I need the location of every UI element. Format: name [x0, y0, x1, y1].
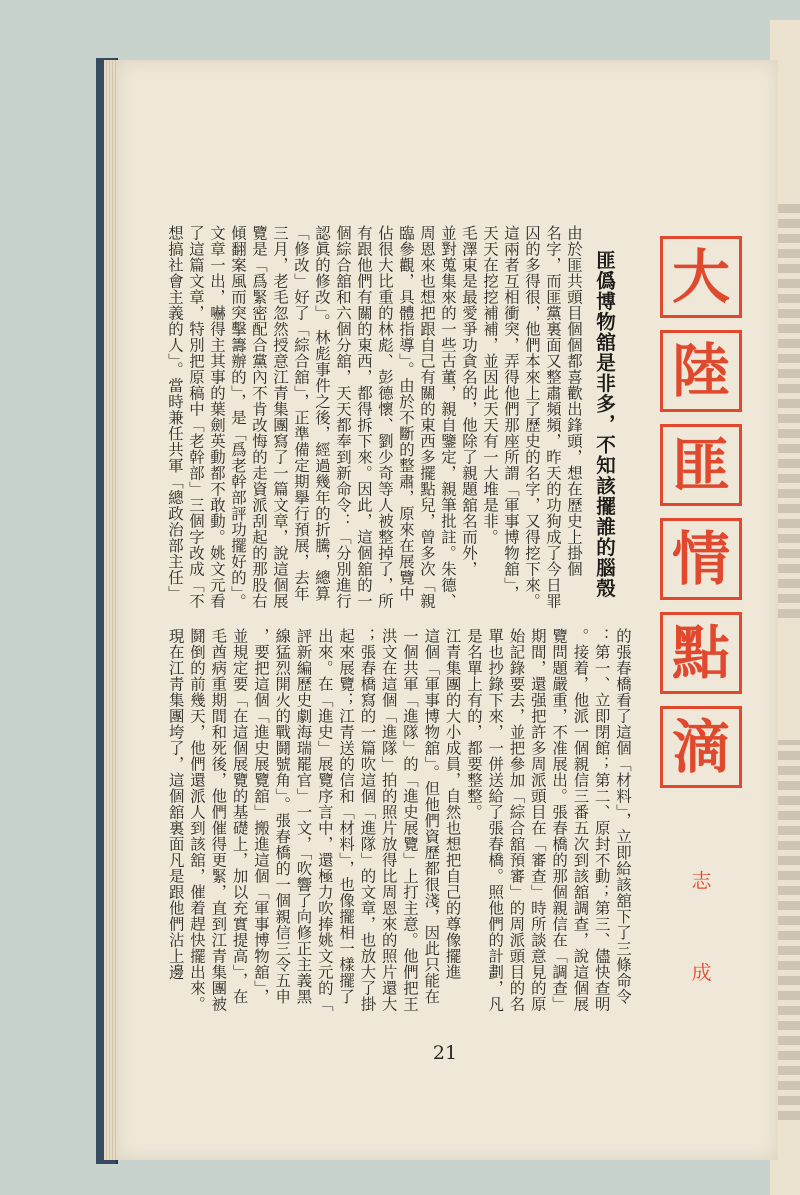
text-column: 三月，老毛忽然授意江青集團寫了一篇文章，說這個展: [271, 225, 289, 609]
text-column: 一個共軍「進隊」的「進史展覽」上打主意。他們把王: [401, 628, 419, 1012]
text-column: 期間，還强把許多周派頭目在「審查」時所談意見的原: [528, 628, 547, 1012]
text-column: 了這篇文章，特別把原稿中「老幹部」三個字改成「不: [187, 225, 205, 609]
text-column: 線猛烈開火的戰鬪號角」。張春橋的一個親信三令五申: [273, 628, 292, 1005]
text-column: 始記錄要去，並把參加「綜合舘預審」的周派頭目的名: [507, 628, 526, 1012]
title-char-box: 大: [660, 236, 742, 318]
text-column: 天天在挖挖補補，並因此天天有一大堆是非。: [481, 225, 499, 545]
title-char-box: 滴: [660, 706, 742, 788]
bleed-through-text: [778, 740, 800, 1120]
text-column: 起來展覽；江青送的信和「材料」，也像擺相一樣擺了: [337, 628, 356, 1005]
text-column: 囚的多得很，他們本來上了歷史的名字，又得挖下來。: [523, 225, 541, 609]
article-headline: 匪僞博物舘是非多，不知該擺誰的腦殼: [593, 250, 616, 599]
author-byline: 志 成: [688, 870, 712, 1006]
text-column: 現在江靑集團垮了，這個舘裏面凡是跟他們沾上邊: [166, 628, 185, 980]
text-column: 並規定要「在這個展覽的基礎上，加以充實提高」，在: [230, 628, 249, 1005]
text-column: 想搞社會主義的人」。當時兼任共軍「總政治部主任」: [166, 225, 184, 602]
text-column: 並對蒐集來的一些古董，親自鑒定，親筆批註。朱德、: [439, 225, 457, 609]
text-column: 江青集團的大小成員，自然也想把自己的尊像擺進: [443, 628, 462, 980]
text-column: 毛酋病重期間和死後，他們催得更緊，直到江青集團被: [209, 628, 228, 1012]
text-column: 有跟他們有關的東西，都得拆下來。因此，這個舘的一: [355, 225, 373, 609]
text-column: 評新編歷史劇海瑞罷官」一文，「吹響了向修正主義黑: [294, 628, 313, 1005]
title-char-box: 匪: [660, 424, 742, 506]
text-column: 名字，而匪黨裏面又整肅頻頻，昨天的功狗成了今日罪: [544, 225, 562, 609]
text-column: 傾翻案風而突擊籌辦的」，是「爲老幹部評功擺好的」。: [229, 225, 247, 610]
text-column: 「修改」好了「綜合舘」，正準備定期擧行預展，去年: [292, 225, 310, 602]
bleed-through-text: [778, 198, 800, 618]
text-column: 這兩者互相衝突，弄得他們那座所謂「軍事博物舘」，: [502, 225, 520, 602]
text-column: 洪文在這個「進隊」拍的照片放得比周恩來的照片還大: [379, 628, 398, 1012]
text-column: 的張春橋看了這個「材料」，立即給該舘下了三條命令: [614, 628, 632, 1005]
text-column: 是名單上有的，都要整整。: [464, 628, 483, 820]
text-column: 文章一出，嚇得主其事的葉劍英動都不敢動。姚文元看: [208, 225, 226, 609]
text-column: 出來。在「進史」展覽序言中，還極力吹捧姚文元的「: [315, 628, 334, 1012]
text-column: 覽問題嚴重，不准展出。張春橋的那個親信在「調查」: [550, 628, 569, 1012]
text-column: 這個「軍事博物舘」。但他們資歷都很淺，因此只能在: [422, 628, 441, 1005]
text-column: 單也抄錄下來，一併送給了張春橋。照他們的計劃，凡: [486, 628, 505, 1012]
text-column: ；張春橋寫的一篇吹這個「進隊」的文章，也放大了掛: [358, 628, 377, 1012]
title-char-box: 陸: [660, 330, 742, 412]
page-number: 21: [432, 1042, 458, 1064]
title-char-box: 情: [660, 518, 742, 600]
text-column: 認眞的修改」。林彪事件之後，經過幾年的折騰，總算: [313, 225, 331, 602]
text-column: ，要把這個「進史展覽舘」搬進這個「軍事博物舘」，: [251, 628, 270, 1005]
title-char-box: 點: [660, 612, 742, 694]
text-column: 。接着，他派一個親信三番五次到該舘調查，說這個展: [571, 628, 590, 1012]
text-column: 鬪倒的前幾天，他們還派人到該舘，催着趕快擺出來。: [188, 628, 206, 1012]
text-column: ：第一、立即閉館；第二、原封不動；第三、儘快查明: [592, 628, 611, 1012]
text-column: 由於匪共頭目個個都喜歡出鋒頭，想在歷史上掛個: [565, 225, 583, 577]
text-column: 臨參觀，具體指導」。由於不斷的整肅，原來在展覽中: [397, 225, 415, 602]
text-column: 佔很大比重的林彪、彭德懷、劉少奇等人被整掉了，所: [376, 225, 394, 609]
text-column: 毛澤東是最愛爭功貪名的，他除了親題舘名而外，: [460, 225, 478, 577]
text-column: 個綜合舘和六個分舘，天天都奉到新命令：「分別進行: [334, 225, 352, 609]
text-column: 周恩來也想把跟自己有關的東西多擺點兒，曾多次「親: [418, 225, 436, 609]
text-column: 覽是「爲緊密配合黨內不肯改悔的走資派刮起的那股右: [250, 225, 268, 609]
